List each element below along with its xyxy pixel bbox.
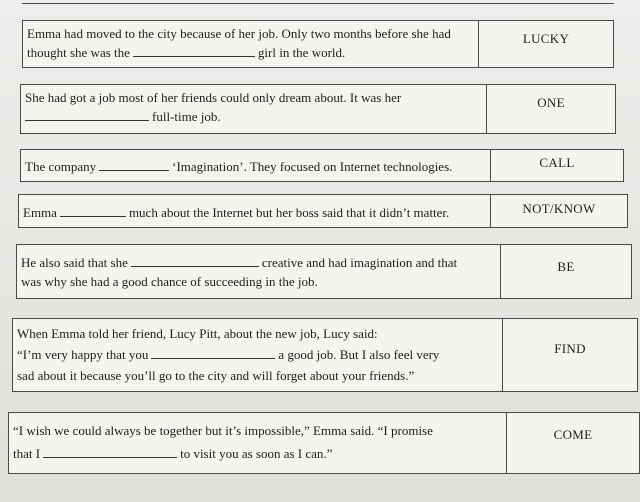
answer-blank[interactable] <box>25 108 149 121</box>
exercise-row-6 <box>12 318 638 392</box>
prompt-word: CALL <box>539 155 575 170</box>
answer-blank[interactable] <box>131 254 259 267</box>
sentence-line: The company ‘Imagination’. They focused on Internet technologies. <box>25 159 453 174</box>
sentence-line: that I to visit you as soon as I can.” <box>13 446 333 461</box>
exercise-row-3 <box>20 149 624 182</box>
sentence-line: thought she was the girl in the world. <box>27 45 346 60</box>
sentence-line: sad about it because you’ll go to the city and will forget about your friends.” <box>17 368 415 383</box>
prompt-word: FIND <box>554 341 586 356</box>
sentence-line: “I’m very happy that you a good job. But I also feel very <box>17 347 440 362</box>
exercise-row-2 <box>20 84 616 134</box>
sentence-text <box>21 85 487 133</box>
previous-row-edge <box>22 0 614 4</box>
exercise-row-1 <box>22 20 614 68</box>
sentence-line: He also said that she creative and had imagination and that <box>21 255 458 270</box>
prompt-word: LUCKY <box>522 31 570 46</box>
answer-blank[interactable] <box>43 445 177 458</box>
answer-blank[interactable] <box>151 346 275 359</box>
sentence-line: “I wish we could always be together but it’s impossible,” Emma said. “I promise <box>13 423 433 438</box>
answer-blank[interactable] <box>133 44 255 57</box>
prompt-word: ONE <box>537 95 565 110</box>
answer-blank[interactable] <box>60 204 126 217</box>
sentence-text <box>23 21 479 67</box>
sentence-text <box>21 150 491 181</box>
sentence-line: Emma much about the Internet but her boss said that it didn’t matter. <box>23 205 450 220</box>
sentence-line: When Emma told her friend, Lucy Pitt, about the new job, Lucy said: <box>17 326 378 341</box>
exercise-row-5 <box>16 244 632 299</box>
sentence-text <box>13 319 503 391</box>
sentence-text <box>19 195 491 227</box>
prompt-word: BE <box>557 259 575 274</box>
answer-blank[interactable] <box>99 158 169 171</box>
sentence-line: She had got a job most of her friends could only dream about. It was her <box>25 90 402 105</box>
sentence-text <box>9 413 507 473</box>
sentence-line: Emma had moved to the city because of her job. Only two months before she had <box>27 26 451 41</box>
sentence-line: full-time job. <box>25 107 482 126</box>
prompt-word: NOT/KNOW <box>522 201 596 216</box>
exercise-row-7 <box>8 412 640 474</box>
sentence-line: was why she had a good chance of succeeding in the job. <box>21 274 318 289</box>
prompt-word: COME <box>553 427 593 442</box>
sentence-text <box>17 245 501 298</box>
exercise-row-4 <box>18 194 628 228</box>
